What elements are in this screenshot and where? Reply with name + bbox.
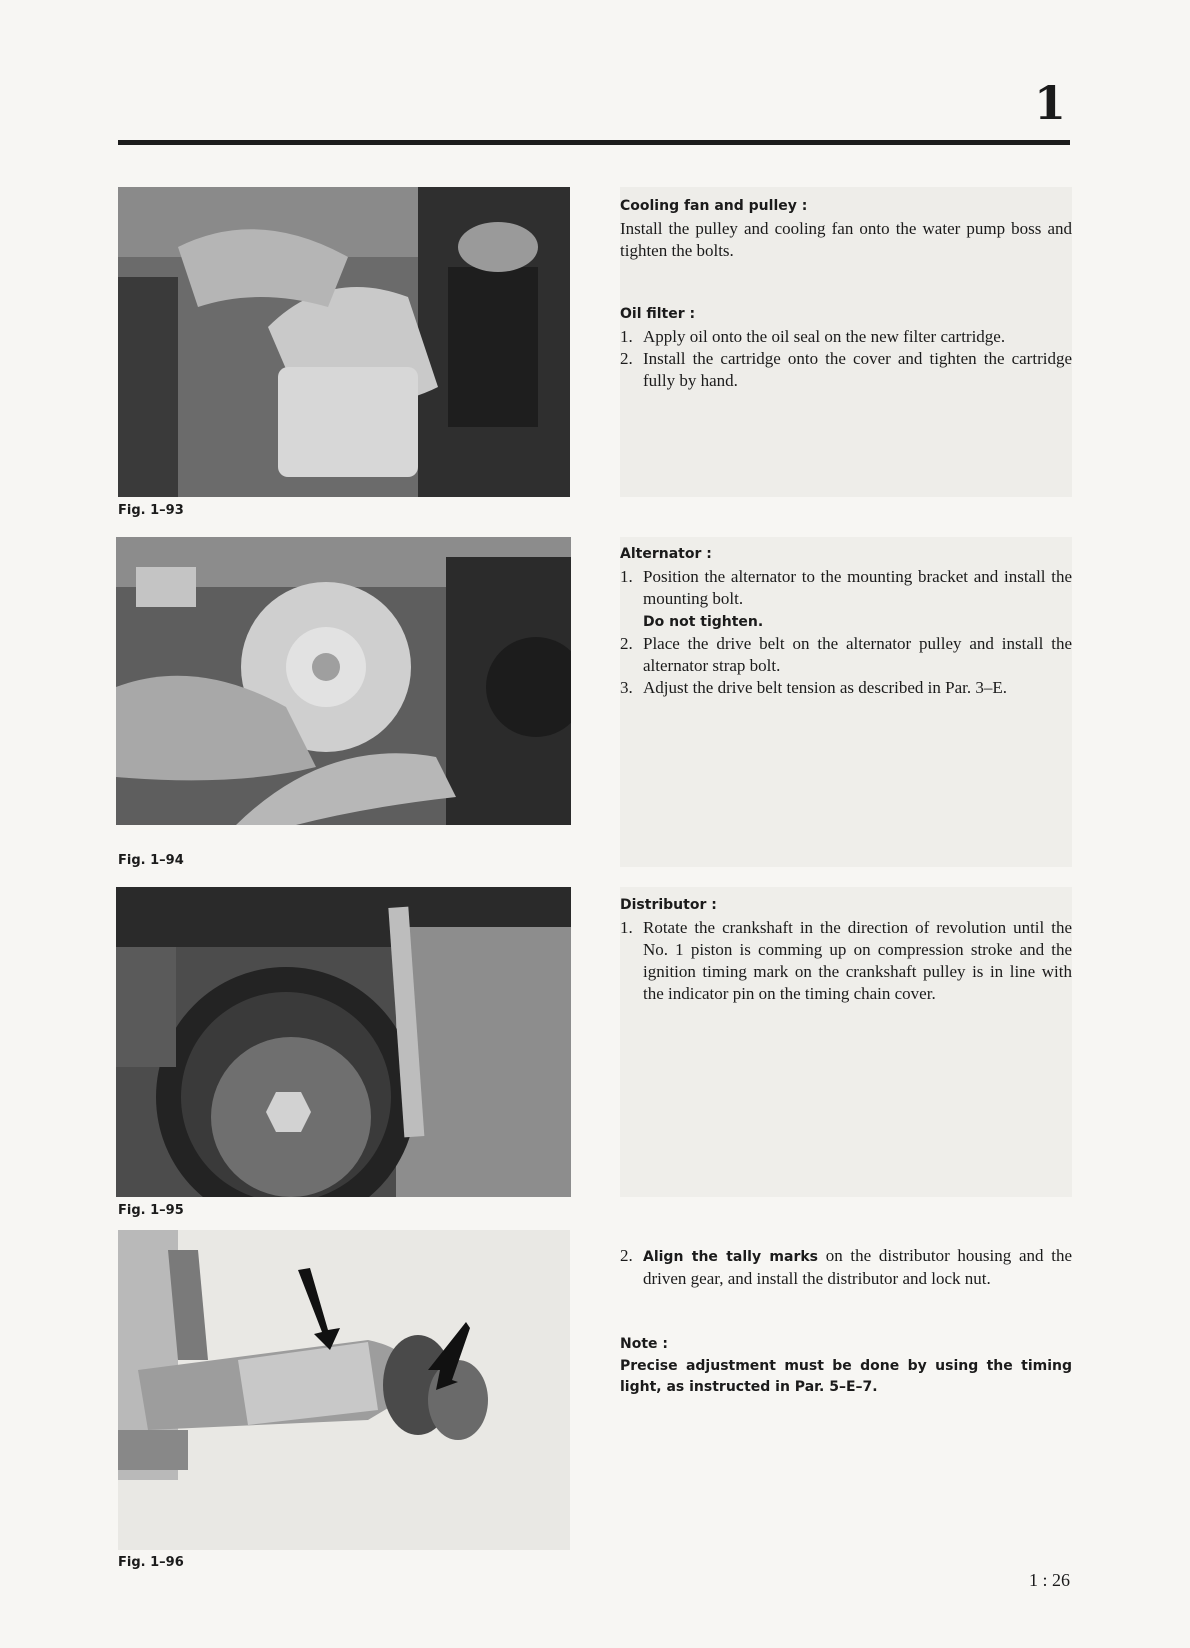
figure-1-94-photo: [116, 537, 571, 825]
section-oil-filter: [620, 304, 1072, 392]
section-heading: Distributor :: [620, 897, 717, 913]
section-distributor-step-2: [620, 1245, 1072, 1290]
section-text: Install the pulley and cooling fan onto the water pump boss and tighten the bolts.: [620, 219, 1072, 260]
section-heading: Cooling fan and pulley :: [620, 198, 808, 214]
list-item: 2. Install the cartridge onto the cover and tighten the cartridge fully by hand.: [620, 349, 1072, 390]
figure-1-96-caption: Fig. 1–96: [118, 1555, 184, 1570]
note-text: Precise adjustment must be done by using the timing light, as instructed in Par. 5–E–7.: [620, 1358, 1072, 1395]
list-item: 1. Rotate the crankshaft in the direction of revolution until the No. 1 piston is comming up on compression stroke and the ignition timing mark on the crankshaft pulley is in line with the indicator pin on the timing chain cover.: [620, 918, 1072, 1003]
section-alternator: [620, 544, 1072, 699]
list-item: 2. Align the tally marks on the distributor housing and the driven gear, and install the distributor and lock nut.: [620, 1246, 1072, 1288]
header-rule: [118, 140, 1070, 145]
section-note: [620, 1334, 1072, 1398]
figure-1-93-caption: Fig. 1–93: [118, 503, 184, 518]
warning-text: Do not tighten.: [643, 614, 764, 630]
list-item: 1. Apply oil onto the oil seal on the new filter cartridge.: [620, 327, 1006, 346]
list-item: 2. Place the drive belt on the alternator pulley and install the alternator strap bolt.: [620, 634, 1072, 675]
section-heading: Alternator :: [620, 546, 712, 562]
figure-1-95-photo: [116, 887, 571, 1197]
list-item: 1. Position the alternator to the mounting bracket and install the mounting bolt. Do not tighten.: [620, 567, 1072, 630]
figure-1-95-caption: Fig. 1–95: [118, 1203, 184, 1218]
figure-1-93-photo: [118, 187, 570, 497]
section-heading: Note :: [620, 1336, 668, 1352]
figure-1-94-caption: Fig. 1–94: [118, 853, 184, 868]
section-heading: Oil filter :: [620, 306, 696, 322]
figure-1-96-photo: [118, 1230, 570, 1550]
page-number: 1 : 26: [1028, 1570, 1070, 1590]
chapter-number: 1: [1033, 76, 1066, 130]
section-cooling-fan: [620, 196, 1072, 262]
list-item: 3. Adjust the drive belt tension as described in Par. 3–E.: [620, 678, 1008, 697]
section-distributor: [620, 895, 1072, 1005]
